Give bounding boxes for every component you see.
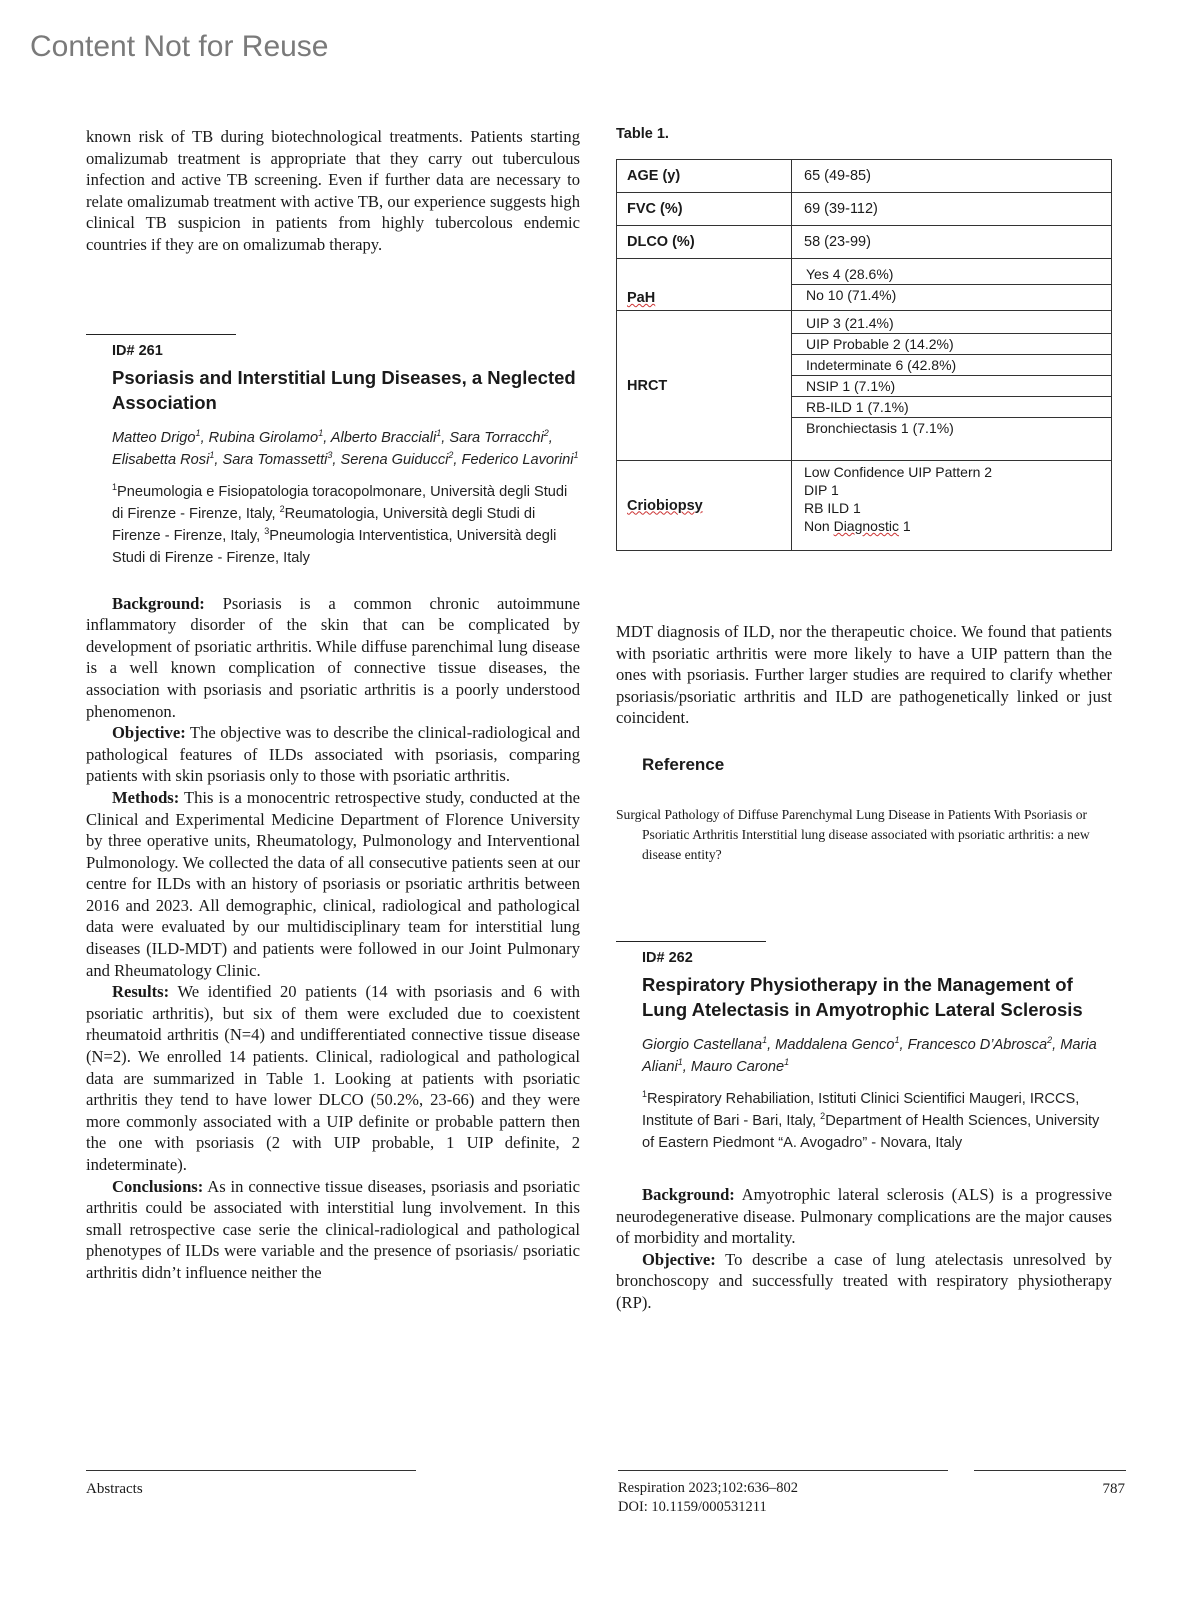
table-subvalue: UIP Probable 2 (14.2%) (792, 334, 1111, 355)
table-label: PaH (617, 259, 792, 311)
table-subvalue: DIP 1 (804, 482, 839, 498)
table-subvalue: Bronchiectasis 1 (7.1%) (806, 420, 954, 436)
doi: DOI: 10.1159/000531211 (618, 1499, 767, 1515)
section-rule (616, 941, 766, 942)
journal-citation: Respiration 2023;102:636–802 (618, 1480, 799, 1496)
table-subvalue: Yes 4 (28.6%) (792, 264, 1111, 285)
abstract-title: Psoriasis and Interstitial Lung Diseases, a Neglected Association (112, 366, 576, 413)
footer-section-label: Abstracts (86, 1481, 143, 1497)
methods-paragraph: Methods: This is a monocentric retrospective study, conducted at the Clinical and Experimental Medicine Department of Florence University by three operative units, Rheumatology, Pulmonology and Interventional Pulmonology. We collected the data of all consecutive patients seen at our centre for ILDs with an history of psoriasis or psoriatic arthritis between 2016 and 2023. All demographic, clinical, radiological and pathological data were evaluated by our multidisciplinary team for interstitial lung diseases (ILD-MDT) and patients were followed in our Joint Pulmonary and Rheumatology Clinic. (86, 787, 580, 980)
page-number: 787 (1102, 1481, 1125, 1497)
table-label: Criobiopsy (617, 461, 792, 551)
abstract-id: ID# 262 (642, 949, 693, 966)
objective-paragraph: Objective: To describe a case of lung atelectasis unresolved by bronchoscopy and successfully treated with respiratory physiotherapy (RP). (616, 1249, 1112, 1312)
author-list: Matteo Drigo$^1$, Rubina Girolamo$^1$, Alberto Bracciali$^1$, Sara Torracchi$^2$, Elisabetta Rosi$^1$, Sara Tomassetti$^3$, Serena Guiducci$^2$, Federico Lavorini$^1$ (112, 427, 579, 468)
table-row (617, 461, 1112, 551)
table-1 (616, 159, 1112, 551)
footer-rule (86, 1470, 416, 1471)
results-paragraph: Results: We identified 20 patients (14 with psoriasis and 6 with psoriatic arthritis), but six of them were excluded due to coexistent rheumatoid arthritis (N=4) and undifferentiated connective tissue disease (N=2). We enrolled 14 patients. Clinical, radiological and pathological data are summarized in Table 1. Looking at patients with psoriatic arthritis they tend to have lower DLCO (50.2%, 23-66) and they were more commonly associated with a UIP definite or probable pattern then the one with psoriasis (2 with UIP probable, 1 UIP definite, 2 indeterminate). (86, 982, 580, 1174)
table-value: 69 (39-112) (792, 193, 1112, 226)
table-caption: Table 1. (616, 126, 669, 142)
table-subvalue: Low Confidence UIP Pattern 2 (804, 464, 993, 480)
table-subvalue: RB-ILD 1 (7.1%) (792, 397, 1111, 418)
table-value-list (792, 259, 1112, 311)
table-row (617, 226, 1112, 259)
table-row (617, 193, 1112, 226)
author-list: Giorgio Castellana$^1$, Maddalena Genco$^1$, Francesco D’Abrosca$^2$, Maria Aliani$^1$, Mauro Carone$^1$ (642, 1035, 1097, 1075)
background-paragraph: Background: Amyotrophic lateral sclerosis (ALS) is a progressive neurodegenerative disease. Pulmonary complications are the major causes of morbidity and mortality. (616, 1184, 1112, 1248)
table-value-list (792, 311, 1112, 461)
watermark: Content Not for Reuse (30, 30, 329, 63)
table-value-list (792, 461, 1112, 551)
objective-paragraph: Objective: The objective was to describe the clinical-radiological and pathological features of ILDs associated with psoriasis, comparing patients with skin psoriasis only to those with psoriatic arthritis. (86, 723, 580, 786)
table-subvalue: UIP 3 (21.4%) (792, 313, 1111, 334)
footer-rule (618, 1470, 948, 1471)
footer-citation (618, 1479, 798, 1517)
table-subvalue: Non Diagnostic 1 (804, 518, 911, 534)
abstract-body (616, 1184, 1112, 1314)
affiliations: $^1$Respiratory Rehabiliation, Istituti Clinici Scientifici Maugeri, IRCCS, Institute of Bari - Bari, Italy, $^2$Department of Health Sciences, University of Eastern Piedmont “A. Avogadro” - Novara, Italy (642, 1089, 1100, 1151)
footer-rule (974, 1470, 1126, 1471)
table-label: AGE (y) (617, 160, 792, 193)
left-column (86, 126, 580, 1284)
table-row (617, 259, 1112, 311)
table-label: FVC (%) (617, 193, 792, 226)
right-column (616, 126, 1112, 1314)
abstract-body (86, 593, 580, 1284)
intro-paragraph: known risk of TB during biotechnological treatments. Patients starting omalizumab treatment is appropriate that they carry out tuberculous infection and active TB screening. Even if further data are necessary to relate omalizumab treatment with active TB, our experience suggests high clinical TB suspicion in patients from highly tubercolous endemic countries if they are on omalizumab therapy. (86, 127, 580, 254)
abstract-title: Respiratory Physiotherapy in the Management of Lung Atelectasis in Amyotrophic Lateral Sclerosis (642, 973, 1083, 1020)
table-subvalue: Indeterminate 6 (42.8%) (792, 355, 1111, 376)
table-subvalue: RB ILD 1 (804, 500, 861, 516)
continuation-paragraph: MDT diagnosis of ILD, nor the therapeutic choice. We found that patients with psoriatic arthritis were more likely to have a UIP pattern than the ones with psoriasis. Further larger studies are required to clarify whether psoriasis/psoriatic arthritis and ILD are pathogenetically linked or just coincident. (616, 622, 1112, 728)
table-label: DLCO (%) (617, 226, 792, 259)
table-row (617, 160, 1112, 193)
conclusions-paragraph: Conclusions: As in connective tissue diseases, psoriasis and psoriatic arthritis could be associated with interstitial lung involvement. In this small retrospective case serie the clinical-radiological and pathological phenotypes of ILDs were variable and the presence of psoriasis/ psoriatic arthritis didn’t influence neither the (86, 1176, 580, 1282)
section-rule (86, 334, 236, 335)
reference-entry: Surgical Pathology of Diffuse Parenchymal Lung Disease in Patients With Psoriasis or Psoriatic Arthritis Interstitial lung disease associated with psoriatic arthritis: a new disease entity? (616, 806, 1090, 862)
table-subvalue: No 10 (71.4%) (806, 287, 897, 303)
reference-heading: Reference (642, 754, 725, 774)
table-value: 58 (23-99) (792, 226, 1112, 259)
table-value: 65 (49-85) (792, 160, 1112, 193)
table-subvalue: NSIP 1 (7.1%) (792, 376, 1111, 397)
abstract-id: ID# 261 (112, 342, 163, 359)
table-label: HRCT (617, 311, 792, 461)
table-row (617, 311, 1112, 461)
affiliations: $^1$Pneumologia e Fisiopatologia toracopolmonare, Università degli Studi di Firenze - Firenze, Italy, $^2$Reumatologia, Università degli Studi di Firenze - Firenze, Italy, $^3$Pneumologia Interventistica, Università degli Studi di Firenze - Firenze, Italy (112, 481, 568, 566)
background-paragraph: Background: Psoriasis is a common chronic autoimmune inflammatory disorder of the skin that can be complicated by development of psoriatic arthritis. While diffuse parenchimal lung disease is a well known complication of connective tissue diseases, the association with psoriasis and psoriatic arthritis is a poorly understood phenomenon. (86, 593, 580, 721)
